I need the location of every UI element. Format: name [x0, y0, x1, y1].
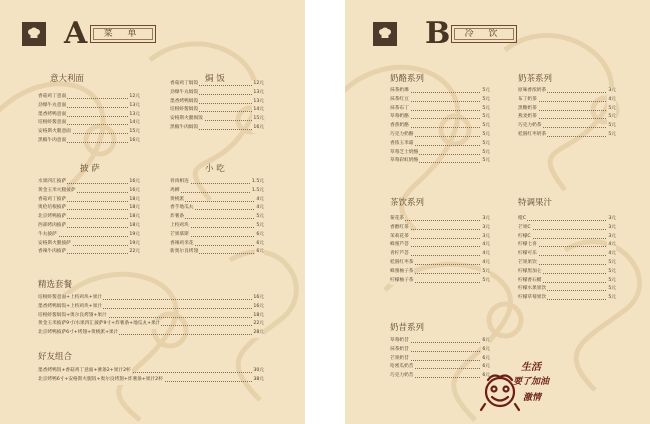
section-title-milk: 奶昔系列 — [390, 323, 425, 333]
menu-item — [170, 89, 264, 98]
menu-item-price: 12元 — [128, 93, 140, 102]
menu-item-name: 香醇红茶 — [390, 224, 410, 233]
menu-item — [170, 178, 264, 187]
menu-item-price: 28元 — [252, 329, 264, 338]
menu-item — [38, 128, 140, 137]
menu-item-name: 香辣鸡米花 — [170, 240, 194, 249]
logo — [373, 22, 397, 46]
menu-item-price: 4元 — [607, 96, 616, 105]
menu-item-price: 5元 — [481, 268, 490, 277]
stamp-line-3: 激情 — [523, 393, 542, 403]
menu-item — [390, 113, 490, 122]
menu-item-price: 14元 — [252, 106, 264, 115]
menu-item-name: 劲爆牛丸意面 — [38, 102, 67, 111]
menu-item-name: 柠檬草莓果饮 — [518, 294, 547, 303]
menu-item-name: 黄桃派 — [170, 196, 185, 205]
menu-item-name: 黄金玉米火腿披萨 — [38, 187, 77, 196]
menu-item — [518, 250, 616, 259]
menu-item — [38, 222, 140, 231]
menu-item-name: 草莓芝士奶酪 — [390, 149, 419, 158]
menu-item-name: 炸薯条 — [170, 213, 185, 222]
menu-item-name: 抹茶奶爆 — [390, 87, 410, 96]
menu-item — [390, 241, 490, 250]
menu-item — [390, 131, 490, 140]
menu-item-price: 4元 — [481, 250, 490, 259]
menu-item — [518, 96, 616, 105]
menu-item — [38, 119, 140, 128]
list-shake — [390, 87, 490, 166]
menu-item-price: 16元 — [252, 124, 264, 133]
menu-item — [390, 268, 490, 277]
list-combo — [38, 294, 264, 338]
menu-item-price: 5元 — [481, 96, 490, 105]
section-title-juice: 特调果汁 — [518, 198, 553, 208]
menu-item-name: 柠檬黑加仑 — [518, 268, 542, 277]
menu-item — [390, 122, 490, 131]
menu-item-price: 18元 — [252, 312, 264, 321]
menu-item-price: 6元 — [255, 248, 264, 257]
menu-item-name: 安格斯火腿披萨 — [38, 240, 72, 249]
menu-item-name: 抹茶布丁 — [390, 105, 410, 114]
menu-item — [38, 294, 264, 303]
menu-item — [170, 106, 264, 115]
menu-item — [518, 241, 616, 250]
menu-item-price: 30元 — [252, 367, 264, 376]
menu-item-price: 19元 — [128, 231, 140, 240]
menu-item — [170, 222, 264, 231]
menu-item-price: 1.5元 — [251, 178, 264, 187]
menu-item-price: 19元 — [128, 240, 140, 249]
menu-item — [518, 215, 616, 224]
section-title-pizza: 披 萨 — [80, 164, 100, 174]
menu-item-name: 安格斯火腿意面 — [38, 128, 72, 137]
section-title-milktea: 奶茶系列 — [518, 74, 553, 84]
menu-item — [518, 113, 616, 122]
menu-item-name: 柠檬香石榴 — [518, 277, 542, 286]
menu-item-name: 西部烤肉披萨 — [38, 222, 67, 231]
menu-item-name: 布丁奶茶 — [518, 96, 538, 105]
menu-item-name: 骨肉相连 — [170, 178, 190, 187]
menu-item-name: 草莓奶酪 — [390, 113, 410, 122]
menu-item — [170, 240, 264, 249]
menu-item-price: 6元 — [481, 355, 490, 364]
menu-item — [518, 105, 616, 114]
menu-item — [518, 285, 616, 294]
menu-item-price: 6元 — [255, 240, 264, 249]
list-pizza — [38, 178, 140, 257]
menu-item — [518, 233, 616, 242]
menu-item — [390, 96, 490, 105]
menu-item-price: 38元 — [252, 376, 264, 385]
menu-item — [390, 233, 490, 242]
menu-item-name: 哈密瓜奶昔 — [390, 363, 414, 372]
section-title-tea: 茶饮系列 — [390, 198, 425, 208]
menu-item — [390, 259, 490, 268]
menu-page-a — [0, 0, 305, 424]
menu-item-name: 柠檬柚子茶 — [390, 277, 414, 286]
menu-item-price: 3元 — [607, 233, 616, 242]
menu-item — [170, 196, 264, 205]
menu-item-name: 北京烤鸭披萨6寸+烤翅+黄桃派+果汁 — [38, 329, 119, 338]
menu-item — [38, 231, 140, 240]
menu-item — [38, 312, 264, 321]
menu-item-name: 培根虾酱意面 — [38, 119, 67, 128]
menu-item-name: 上校鸡块 — [170, 222, 190, 231]
menu-item-price: 5元 — [481, 157, 490, 166]
menu-item-price: 5元 — [481, 87, 490, 96]
menu-item — [390, 105, 490, 114]
list-friends — [38, 367, 264, 385]
menu-item-name: 黑椒牛肉意面 — [38, 137, 67, 146]
menu-item-price: 22元 — [252, 320, 264, 329]
menu-item — [518, 131, 616, 140]
menu-item-price: 13元 — [252, 89, 264, 98]
menu-item-price: 1.5元 — [251, 187, 264, 196]
list-snack — [170, 178, 264, 257]
menu-item — [518, 294, 616, 303]
menu-item-name: 劲爆牛丸焗饭 — [170, 89, 199, 98]
menu-item-price: 5元 — [607, 277, 616, 286]
menu-item-name: 巧克力奶茶 — [518, 122, 542, 131]
menu-item-price: 3元 — [607, 87, 616, 96]
menu-item — [170, 248, 264, 257]
menu-item-name: 香芋地瓜丸 — [170, 204, 194, 213]
menu-item-price: 16元 — [128, 187, 140, 196]
page-title: 菜 单 — [90, 25, 156, 43]
menu-item-name: 培根虾酱焗饭+奥尔良烤翅+果汁 — [38, 312, 108, 321]
menu-item-price: 6元 — [481, 337, 490, 346]
menu-item-price: 16元 — [252, 294, 264, 303]
menu-item — [38, 204, 140, 213]
stamp-line-2: 要了加油 — [513, 377, 550, 387]
list-pasta — [38, 93, 140, 146]
menu-item-name: 橙C — [518, 215, 527, 224]
menu-item-price: 22元 — [128, 248, 140, 257]
menu-item-name: 菊花茶 — [390, 215, 405, 224]
menu-item-name: 培根虾酱焗饭 — [170, 106, 199, 115]
menu-item-price: 5元 — [481, 122, 490, 131]
menu-item-price: 5元 — [607, 131, 616, 140]
menu-item — [38, 303, 264, 312]
menu-item-name: 蜂蜜芦荟 — [390, 241, 410, 250]
menu-item-name: 柠檬C — [518, 233, 532, 242]
menu-item-price: 18元 — [128, 204, 140, 213]
menu-item — [518, 122, 616, 131]
menu-item-name: 香辣牛肉披萨 — [38, 248, 67, 257]
menu-item — [390, 157, 490, 166]
menu-item — [38, 213, 140, 222]
menu-item-name: 抹茶奶昔 — [390, 346, 410, 355]
menu-item-price: 13元 — [128, 102, 140, 111]
menu-item-price: 5元 — [481, 113, 490, 122]
page-badge — [64, 18, 174, 50]
menu-item-price: 18元 — [128, 196, 140, 205]
menu-item-name: 香菇鸡丁焗饭 — [170, 80, 199, 89]
page-badge — [425, 18, 535, 50]
chef-hat-icon — [27, 27, 41, 41]
menu-item-name: 黄金玉米披萨9寸/水果四汇披萨9寸+炸薯条+地瓜丸+果汁 — [38, 320, 161, 329]
menu-item-name: 墨香烤鸭焗饭+上校鸡块+果汁 — [38, 303, 103, 312]
menu-item — [38, 102, 140, 111]
menu-item — [170, 80, 264, 89]
section-title-friends: 好友组合 — [38, 352, 73, 362]
menu-item-name: 香浓玉米霜 — [390, 140, 414, 149]
slogan-stamp — [475, 356, 575, 416]
menu-item-name: 香菇鸡丁意面 — [38, 93, 67, 102]
menu-item-name: 青柠芦荟 — [390, 250, 410, 259]
menu-item-price: 13元 — [128, 111, 140, 120]
menu-item-price: 5元 — [607, 105, 616, 114]
menu-item-price: 4元 — [607, 250, 616, 259]
menu-item-price: 5元 — [607, 259, 616, 268]
menu-item — [38, 93, 140, 102]
menu-item-price: 3元 — [481, 215, 490, 224]
menu-item-price: 5元 — [607, 268, 616, 277]
menu-item-price: 5元 — [607, 294, 616, 303]
menu-item-price: 6元 — [255, 231, 264, 240]
menu-item — [390, 149, 490, 158]
menu-item-name: 奥伦培根披萨 — [38, 204, 67, 213]
menu-item — [390, 215, 490, 224]
menu-item-price: 16元 — [128, 137, 140, 146]
menu-item — [38, 196, 140, 205]
menu-item — [38, 111, 140, 120]
menu-item-price: 4元 — [607, 241, 616, 250]
page-title: 冷 饮 — [451, 25, 517, 43]
menu-item-name: 芒果果饮 — [518, 259, 538, 268]
menu-item-price: 5元 — [255, 213, 264, 222]
dot-leader — [518, 238, 616, 239]
menu-item — [38, 329, 264, 338]
menu-item-name: 草莓奶昔 — [390, 337, 410, 346]
menu-item — [170, 231, 264, 240]
menu-item — [390, 250, 490, 259]
menu-item — [38, 376, 264, 385]
list-tea — [390, 215, 490, 285]
menu-item-price: 3元 — [607, 215, 616, 224]
menu-item-name: 柠檬七喜 — [518, 241, 538, 250]
menu-item-price: 18元 — [128, 222, 140, 231]
menu-item-price: 4元 — [481, 259, 490, 268]
menu-item-name: 桂圆红枣奶茶 — [518, 131, 547, 140]
menu-item-price: 5元 — [481, 149, 490, 158]
menu-item-name: 墨香烤鸭焗饭 — [170, 98, 199, 107]
menu-item-price: 5元 — [481, 140, 490, 149]
menu-item — [170, 115, 264, 124]
menu-item-name: 安格斯火腿焗饭 — [170, 115, 204, 124]
menu-item-price: 14元 — [128, 119, 140, 128]
stamp-line-1: 生活 — [521, 362, 541, 373]
menu-item-price: 6元 — [481, 372, 490, 381]
menu-item-name: 水果四汇披萨 — [38, 178, 67, 187]
menu-item-price: 5元 — [481, 277, 490, 286]
list-juice — [518, 215, 616, 303]
menu-item — [170, 204, 264, 213]
menu-item-name: 牛丸披萨 — [38, 231, 58, 240]
list-rice — [170, 80, 264, 133]
page-letter: A — [64, 16, 88, 51]
menu-item — [390, 87, 490, 96]
section-title-shake: 奶酪系列 — [390, 74, 425, 84]
menu-item — [390, 337, 490, 346]
menu-item-name: 北京烤鸭6寸+安格斯火腿饭+奥尔良烤翅+炸薯条+果汁2杯 — [38, 376, 164, 385]
menu-item — [390, 140, 490, 149]
menu-item-price: 15元 — [128, 128, 140, 137]
menu-item-name: 芒果C — [518, 224, 532, 233]
menu-item — [38, 137, 140, 146]
menu-item-name: 新奥尔良烤翅 — [170, 248, 199, 257]
section-title-pasta: 意大利面 — [50, 74, 85, 84]
menu-item-price: 5元 — [255, 222, 264, 231]
menu-item-name: 培根虾酱意面+上校鸡块+果汁 — [38, 294, 103, 303]
menu-item — [38, 187, 140, 196]
menu-item-price: 13元 — [252, 98, 264, 107]
menu-item-price: 3元 — [481, 224, 490, 233]
menu-item-price: 6元 — [481, 346, 490, 355]
menu-item — [38, 178, 140, 187]
menu-item — [38, 240, 140, 249]
menu-item-name: 巧克力奶酪 — [390, 131, 414, 140]
menu-item-name: 柠檬水果果饮 — [518, 285, 547, 294]
menu-item-name: 原味香浓奶茶 — [518, 87, 547, 96]
menu-item — [518, 268, 616, 277]
menu-item-name: 墨香烤鸭意面 — [38, 111, 67, 120]
menu-item-price: 15元 — [252, 115, 264, 124]
menu-item-price: 5元 — [481, 105, 490, 114]
menu-item-name: 芒果慕斯 — [170, 231, 190, 240]
menu-item-price: 16元 — [128, 178, 140, 187]
logo — [22, 22, 46, 46]
menu-item — [38, 248, 140, 257]
menu-item-price: 18元 — [128, 213, 140, 222]
menu-item — [518, 277, 616, 286]
menu-item-name: 芒果奶昔 — [390, 355, 410, 364]
menu-item — [170, 98, 264, 107]
menu-item-price: 5元 — [607, 113, 616, 122]
section-title-rice: 焗 饭 — [205, 74, 225, 84]
menu-item-name: 香菇鸡丁披萨 — [38, 196, 67, 205]
menu-item — [390, 224, 490, 233]
menu-item-price: 4元 — [255, 196, 264, 205]
menu-item-name: 黑椒牛肉焗饭 — [170, 124, 199, 133]
menu-item-price: 16元 — [252, 303, 264, 312]
dot-leader — [518, 220, 616, 221]
menu-item-price: 12元 — [252, 80, 264, 89]
menu-item-name: 鸡柳 — [170, 187, 180, 196]
page-letter: B — [425, 16, 451, 51]
menu-item — [170, 124, 264, 133]
section-title-combo: 精选套餐 — [38, 280, 73, 290]
menu-item — [38, 367, 264, 376]
list-milktea — [518, 87, 616, 140]
menu-item-name: 香蕉奶酪 — [390, 122, 410, 131]
menu-item — [170, 213, 264, 222]
menu-item-price: 3元 — [481, 233, 490, 242]
menu-item-name: 北京烤鸭披萨 — [38, 213, 67, 222]
dot-leader — [518, 229, 616, 230]
menu-item-name: 黑糖奶茶 — [518, 105, 538, 114]
menu-item-price: 6元 — [481, 363, 490, 372]
section-title-snack: 小 吃 — [205, 164, 225, 174]
menu-item-price: 5元 — [607, 285, 616, 294]
menu-item-name: 柠檬可乐 — [518, 250, 538, 259]
menu-item-name: 桂圆红枣茶 — [390, 259, 414, 268]
menu-item-name: 蜂蜜柚子茶 — [390, 268, 414, 277]
menu-item-name: 草莓彩虹奶酪 — [390, 157, 419, 166]
menu-item-price: 4元 — [481, 241, 490, 250]
menu-item — [518, 87, 616, 96]
menu-item-name: 燕麦奶茶 — [518, 113, 538, 122]
menu-item-name: 茉莉花茶 — [390, 233, 410, 242]
menu-item-price: 3元 — [607, 224, 616, 233]
menu-item — [518, 224, 616, 233]
menu-item-price: 4元 — [255, 204, 264, 213]
menu-item-name: 巧克力奶昔 — [390, 372, 414, 381]
menu-item-name: 抹茶红豆 — [390, 96, 410, 105]
menu-item — [170, 187, 264, 196]
menu-item-price: 5元 — [481, 131, 490, 140]
menu-item — [390, 277, 490, 286]
menu-item-name: 墨香烤鸭饭+香菇鸡丁意面+薯条2+果汁2杯 — [38, 367, 132, 376]
chef-hat-icon — [378, 27, 392, 41]
menu-item — [38, 320, 264, 329]
menu-item — [390, 346, 490, 355]
menu-item — [518, 259, 616, 268]
menu-item-price: 5元 — [607, 122, 616, 131]
